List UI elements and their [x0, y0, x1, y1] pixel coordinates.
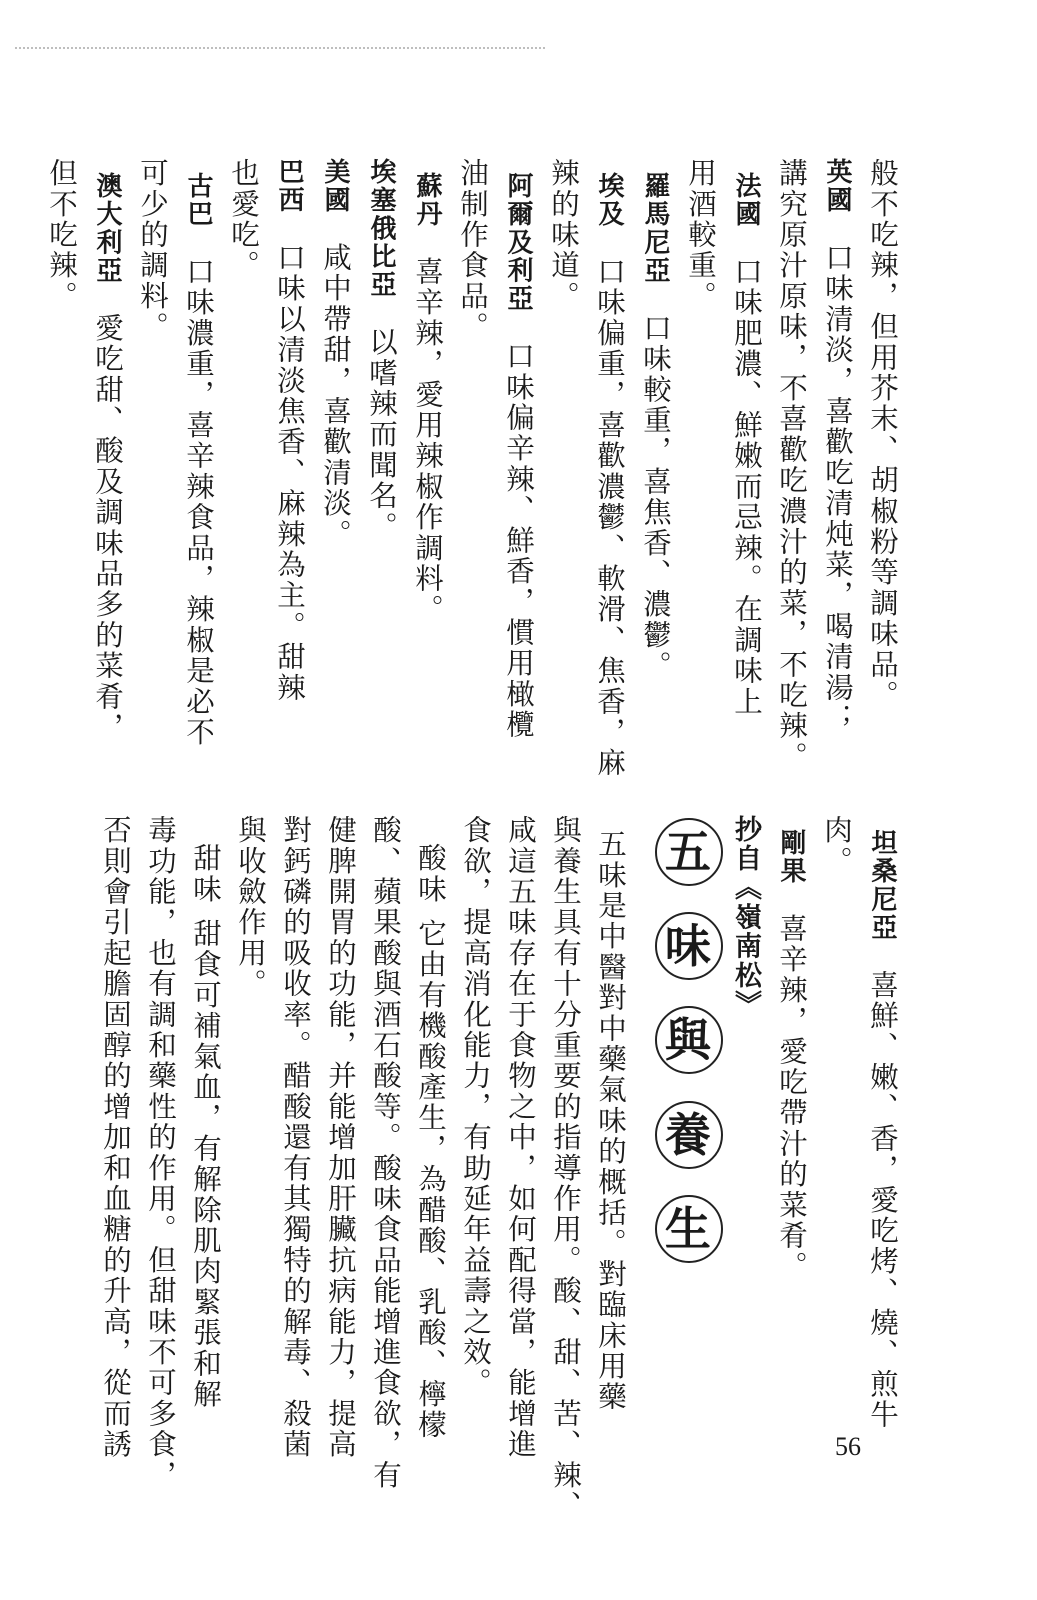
country-england [814, 158, 860, 768]
country-name: 巴西 [274, 158, 304, 215]
paragraph-text: 與養生具有十分重要的指導作用。酸、甜、苦、辣、 [549, 815, 582, 1522]
text-column [450, 158, 495, 768]
text-column [541, 158, 586, 768]
country-cuba [175, 158, 221, 768]
text-column [363, 815, 408, 1491]
intro-paragraph [588, 815, 633, 1415]
country-name: 澳大利亞 [92, 172, 122, 285]
country-congo [768, 815, 814, 1415]
country-description: 肉。 [820, 815, 853, 877]
country-name: 羅馬尼亞 [640, 172, 670, 285]
paragraph-text: 健脾開胃的功能，并能增加肝臟抗病能力，提高 [324, 815, 357, 1460]
text-column [138, 815, 183, 1491]
country-ethiopia [358, 158, 404, 768]
country-name: 法國 [731, 172, 761, 229]
country-description: 咸中帶甜，喜歡清淡。 [319, 242, 352, 550]
paragraph-text: 食欲，提高消化能力，有助延年益壽之效。 [459, 815, 492, 1399]
source-text: 抄自《嶺南松》 [730, 815, 761, 1020]
paragraph-text: 與收斂作用。 [234, 815, 267, 1000]
flavor-label: 甜味 [189, 843, 222, 905]
country-tanzania [859, 815, 905, 1431]
country-description: 但不吃辣。 [45, 158, 78, 312]
text-column [228, 815, 273, 1415]
country-romania [632, 158, 678, 768]
country-usa [312, 158, 358, 768]
country-france [723, 158, 769, 768]
sweet-paragraph [183, 815, 228, 1415]
text-column [814, 815, 859, 1415]
title-char: 五 [655, 818, 723, 886]
country-description: 口味濃重，喜辛辣食品，辣椒是必不 [182, 256, 215, 748]
paragraph-text: 五味是中醫對中藥氣味的概括。對臨床用藥 [594, 829, 627, 1413]
country-description: 講究原汁原味，不喜歡吃濃汁的菜，不吃辣。 [775, 158, 808, 772]
country-description: 可少的調料。 [136, 158, 169, 343]
country-egypt [586, 158, 632, 779]
country-description: 口味偏重，喜歡濃鬱、軟滑、焦香，麻 [593, 256, 626, 779]
text-column [130, 158, 175, 768]
country-sudan [404, 158, 450, 768]
title-char: 味 [655, 912, 723, 980]
text-column [543, 815, 588, 1522]
title-char: 生 [655, 1195, 723, 1263]
paragraph-text: 對鈣磷的吸收率。醋酸還有其獨特的解毒、殺菌 [279, 815, 312, 1460]
country-name: 埃及 [594, 172, 624, 229]
paragraph-text: 甜食可補氣血，有解除肌肉緊張和解 [189, 918, 222, 1410]
paragraph-text: 毒功能，也有調和藥性的作用。但甜味不可多食， [144, 815, 177, 1491]
country-description: 口味以清淡焦香、麻辣為主。甜辣 [273, 242, 306, 703]
text-column [769, 158, 814, 772]
text-column [860, 158, 905, 768]
country-name: 埃塞俄比亞 [366, 158, 396, 299]
country-description: 用酒較重。 [684, 158, 717, 312]
text-column [273, 815, 318, 1460]
country-name: 蘇丹 [412, 172, 442, 229]
country-description: 油制作食品。 [456, 158, 489, 343]
text-column [453, 815, 498, 1415]
country-name: 英國 [822, 158, 852, 215]
country-name: 美國 [320, 158, 350, 215]
country-brazil [266, 158, 312, 768]
paragraph-text: 般不吃辣，但用芥末、胡椒粉等調味品。 [866, 158, 899, 711]
text-column [678, 158, 723, 768]
text-column [498, 815, 543, 1460]
country-name: 剛果 [776, 829, 806, 886]
country-description: 喜辛辣，愛用辣椒作調料。 [411, 256, 444, 625]
flavor-label: 酸味 [414, 843, 447, 905]
paragraph-text: 它由有機酸產生，為醋酸、乳酸、檸檬 [414, 918, 447, 1441]
country-name: 阿爾及利亞 [503, 172, 533, 313]
scan-edge-artifact [15, 47, 545, 49]
country-description: 口味較重，喜焦香、濃鬱。 [639, 312, 672, 682]
text-column [318, 815, 363, 1460]
country-name: 坦桑尼亞 [867, 829, 897, 942]
page-number: 56 [835, 1432, 861, 1461]
country-algeria [495, 158, 541, 768]
paragraph-text: 酸、蘋果酸與酒石酸等。酸味食品能增進食欲，有 [369, 815, 402, 1491]
country-description: 口味偏辛辣、鮮香，慣用橄欖 [502, 341, 535, 741]
country-australia [84, 158, 130, 768]
title-char: 養 [655, 1101, 723, 1169]
country-description: 辣的味道。 [547, 158, 580, 312]
country-description: 愛吃甜、酸及調味品多的菜肴， [91, 312, 124, 743]
country-description: 口味清淡，喜歡吃清炖菜，喝清湯； [821, 242, 854, 734]
country-name: 古巴 [183, 172, 213, 229]
country-description: 也愛吃。 [227, 158, 260, 281]
section-title [633, 815, 723, 1415]
text-column [39, 158, 84, 768]
paragraph-text: 否則會引起膽固醇的增加和血糖的升高，從而誘 [99, 815, 132, 1460]
top-text-block [39, 158, 905, 779]
text-column [221, 158, 266, 768]
country-description: 喜辛辣，愛吃帶汁的菜肴。 [775, 913, 808, 1282]
country-description: 口味肥濃、鮮嫩而忌辣。在調味上 [730, 256, 763, 717]
text-column [93, 815, 138, 1460]
sour-paragraph [408, 815, 453, 1441]
paragraph-text: 咸這五味存在于食物之中，如何配得當，能增進 [504, 815, 537, 1460]
source-attribution [723, 815, 768, 1415]
country-description: 以嗜辣而聞名。 [365, 327, 398, 542]
country-description: 喜鮮、嫩、香，愛吃烤、燒、煎牛 [866, 969, 899, 1431]
title-char: 與 [655, 1006, 723, 1074]
